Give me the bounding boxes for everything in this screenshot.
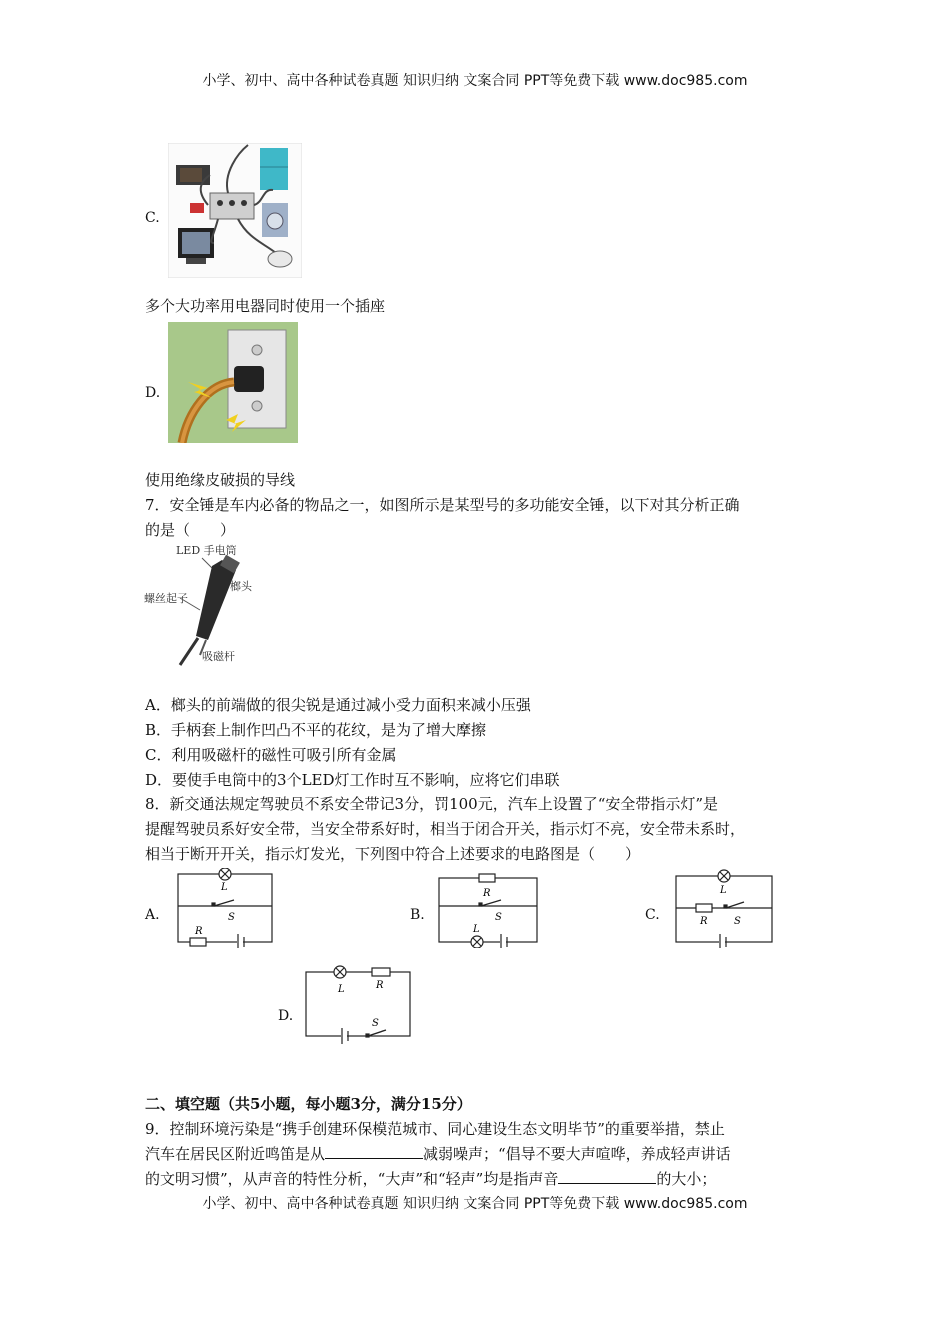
- svg-text:S: S: [495, 912, 502, 923]
- q8-circuit-c: [668, 866, 778, 948]
- q8-stem-line2: 提醒驾驶员系好安全带，当安全带系好时，相当于闭合开关，指示灯不亮，安全带未系时，: [145, 820, 746, 838]
- q6-option-c-label: C.: [145, 210, 160, 226]
- section2-title: 二、填空题（共5小题，每小题3分，满分15分）: [145, 1095, 472, 1113]
- q6-option-d-label: D.: [145, 385, 161, 401]
- q8-option-c-label: C.: [645, 907, 660, 923]
- q7-safety-hammer-image: [140, 540, 260, 668]
- q8-stem-line3: 相当于断开开关，指示灯发光，下列图中符合上述要求的电路图是（ ）: [145, 845, 641, 863]
- svg-text:L: L: [338, 984, 345, 995]
- q8-option-d-label: D.: [278, 1008, 294, 1024]
- svg-text:L: L: [720, 885, 727, 896]
- svg-text:R: R: [483, 888, 491, 899]
- q9-line2: 汽车在居民区附近鸣笛是从 减弱噪声；“倡导不要大声喧哗，养成轻声讲话: [145, 1145, 731, 1163]
- q8-stem-line1: 8．新交通法规定驾驶员不系安全带记3分，罚100元，汽车上设置了“安全带指示灯”是: [145, 795, 719, 813]
- svg-text:S: S: [228, 912, 235, 923]
- page-footer: 小学、初中、高中各种试卷真题 知识归纳 文案合同 PPT等免费下载 www.doc985.com: [202, 1196, 748, 1212]
- q8-circuit-a: [168, 868, 278, 948]
- page-header: 小学、初中、高中各种试卷真题 知识归纳 文案合同 PPT等免费下载 www.doc985.com: [202, 73, 748, 89]
- q7-label-magnet: 吸磁杆: [202, 650, 235, 663]
- q7-stem-line1: 7．安全锤是车内必备的物品之一，如图所示是某型号的多功能安全锤，以下对其分析正确: [145, 496, 740, 514]
- q7-option-d: D．要使手电筒中的3个LED灯工作时互不影响，应将它们串联: [145, 771, 560, 789]
- svg-text:R: R: [195, 926, 203, 937]
- q6-option-c-caption: 多个大功率用电器同时使用一个插座: [145, 297, 386, 315]
- q7-label-screwdriver: 螺丝起子: [144, 592, 188, 605]
- q7-label-hammer: 榔头: [230, 580, 252, 593]
- q7-option-a: A．榔头的前端做的很尖锐是通过减小受力面积来减小压强: [145, 696, 531, 714]
- q7-stem-line2: 的是（ ）: [145, 521, 236, 539]
- q9-blank-1[interactable]: [325, 1144, 423, 1159]
- svg-text:L: L: [473, 924, 480, 935]
- q8-option-b-label: B.: [410, 907, 425, 923]
- svg-text:S: S: [372, 1018, 379, 1029]
- q8-circuit-d: [300, 962, 416, 1048]
- svg-text:S: S: [734, 916, 741, 927]
- q6-option-c-image: [168, 143, 302, 278]
- q6-option-d-caption: 使用绝缘皮破损的导线: [145, 471, 296, 489]
- svg-text:R: R: [700, 916, 708, 927]
- q9-line3: 的文明习惯”，从声音的特性分析，“大声”和“轻声”均是指声音 的大小；: [145, 1170, 717, 1188]
- q7-option-c: C．利用吸磁杆的磁性可吸引所有金属: [145, 746, 397, 764]
- q8-circuit-b: [433, 868, 543, 948]
- q7-option-b: B．手柄套上制作凹凸不平的花纹，是为了增大摩擦: [145, 721, 487, 739]
- svg-text:L: L: [221, 882, 228, 893]
- q6-option-d-image: [168, 322, 298, 443]
- q9-line1: 9．控制环境污染是“携手创建环保模范城市、同心建设生态文明毕节”的重要举措，禁止: [145, 1120, 725, 1138]
- q9-blank-2[interactable]: [558, 1169, 656, 1184]
- q7-label-led: LED 手电筒: [176, 544, 237, 557]
- q8-option-a-label: A.: [145, 907, 160, 923]
- svg-text:R: R: [376, 980, 384, 991]
